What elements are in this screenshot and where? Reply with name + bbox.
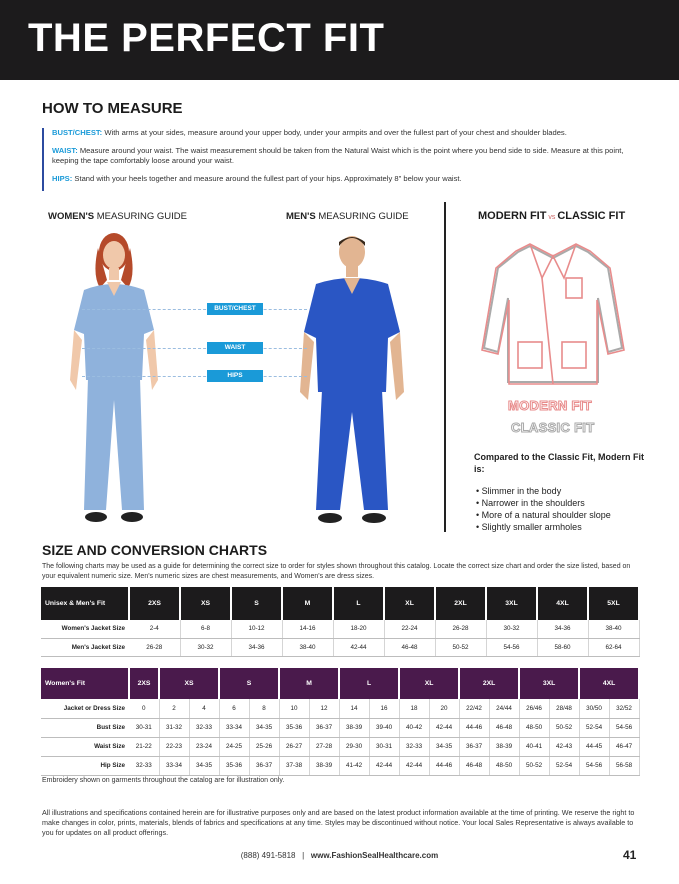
table-cell: 34-35 [429, 737, 459, 756]
table-cell: 62-64 [588, 638, 639, 656]
table-header-row [41, 668, 639, 699]
vertical-divider [444, 202, 446, 532]
table-cell: 30/50 [579, 699, 609, 718]
table-cell: 54-56 [579, 756, 609, 775]
table-cell: 50-52 [435, 638, 486, 656]
size-header: 2XS [129, 587, 180, 620]
table-row [41, 638, 639, 656]
table-cell: 34-35 [249, 718, 279, 737]
waist-instruction [52, 146, 642, 167]
page-number: 41 [623, 848, 637, 862]
hips-term: HIPS: [52, 173, 73, 183]
table-cell: 2-4 [129, 620, 180, 638]
table-cell: 27-28 [309, 737, 339, 756]
size-header: 3XL [519, 668, 579, 699]
unisex-corner-label: Unisex & Men's Fit [41, 587, 129, 620]
table-cell: 23-24 [189, 737, 219, 756]
table-cell: 10-12 [231, 620, 282, 638]
table-cell: 6 [219, 699, 249, 718]
table-cell: 28/48 [549, 699, 579, 718]
size-header: 4XL [537, 587, 588, 620]
row-label: Bust Size [41, 718, 129, 737]
table-row [41, 737, 639, 756]
row-label: Hip Size [41, 756, 129, 775]
table-cell: 46-47 [609, 737, 639, 756]
table-cell: 42-44 [429, 718, 459, 737]
size-header: S [231, 587, 282, 620]
size-header: 2XS [129, 668, 159, 699]
table-cell: 30-32 [486, 620, 537, 638]
table-cell: 46-48 [459, 756, 489, 775]
table-cell: 50-52 [549, 718, 579, 737]
disclaimer-text: All illustrations and specifications contained herein are for illustrative purposes only and are based on the latest product information available at the time of printing. We reserve the right to make changes in color, prints, materials, blends of fabrics and specifications at any time. Styles may be discontinued without notice. Your local Sales Representative is always available to you for updates on all product offerings. [42, 808, 635, 837]
table-cell: 6-8 [180, 620, 231, 638]
table-cell: 32-33 [129, 756, 159, 775]
table-cell: 38-39 [489, 737, 519, 756]
table-cell: 2 [159, 699, 189, 718]
table-cell: 38-40 [588, 620, 639, 638]
size-header: XL [384, 587, 435, 620]
waist-text: Measure around your waist. The waist measurement should be taken from the Natural Waist which is the point where you bend side to side. Measure at this point, keeping the tape comfortably loose around your waist. [52, 145, 624, 165]
table-cell: 30-31 [369, 737, 399, 756]
table-row [41, 718, 639, 737]
table-cell: 26-27 [279, 737, 309, 756]
table-cell: 33-34 [159, 756, 189, 775]
table-cell: 46-48 [489, 718, 519, 737]
hips-instruction [52, 174, 642, 185]
lab-coat-outline-icon [478, 238, 628, 388]
table-cell: 30-32 [180, 638, 231, 656]
page-title: THE PERFECT FIT [28, 16, 385, 60]
table-cell: 36-37 [249, 756, 279, 775]
list-item: • Slimmer in the body [476, 485, 611, 497]
table-cell: 21-22 [129, 737, 159, 756]
classic-fit-word: CLASSIC FIT [511, 420, 595, 435]
size-header: XL [399, 668, 459, 699]
table-cell: 40-42 [399, 718, 429, 737]
table-cell: 32/52 [609, 699, 639, 718]
table-cell: 34-35 [189, 756, 219, 775]
woman-scrubs-figure [62, 230, 167, 530]
footer-contact [0, 851, 679, 860]
size-header: 4XL [579, 668, 639, 699]
table-cell: 22/42 [459, 699, 489, 718]
table-cell: 42-44 [333, 638, 384, 656]
size-header: L [333, 587, 384, 620]
table-row [41, 756, 639, 775]
table-cell: 48-50 [489, 756, 519, 775]
phone-number: (888) 491-5818 [240, 851, 296, 860]
fit-comparison-title: MODERN FIT vs CLASSIC FIT [478, 210, 626, 222]
table-cell: 14 [339, 699, 369, 718]
table-cell: 37-38 [279, 756, 309, 775]
table-cell: 14-16 [282, 620, 333, 638]
waist-guide-line [82, 348, 307, 349]
table-cell: 18-20 [333, 620, 384, 638]
table-cell: 18 [399, 699, 429, 718]
man-scrubs-figure [300, 232, 405, 532]
table-cell: 39-40 [369, 718, 399, 737]
table-row [41, 699, 639, 718]
size-header: M [279, 668, 339, 699]
table-cell: 42-43 [549, 737, 579, 756]
modern-fit-word: MODERN FIT [508, 398, 592, 413]
size-header: 5XL [588, 587, 639, 620]
table-cell: 52-54 [549, 756, 579, 775]
table-cell: 44-45 [579, 737, 609, 756]
size-header: XS [180, 587, 231, 620]
mens-guide-label: MEN'S MEASURING GUIDE [286, 211, 409, 222]
size-header: XS [159, 668, 219, 699]
footer-separator: | [302, 851, 305, 860]
table-cell: 34-36 [231, 638, 282, 656]
table-header-row [41, 587, 639, 620]
table-cell: 38-39 [339, 718, 369, 737]
measure-instructions [42, 128, 642, 191]
table-cell: 41-42 [339, 756, 369, 775]
size-header: S [219, 668, 279, 699]
table-cell: 8 [249, 699, 279, 718]
list-item: • More of a natural shoulder slope [476, 509, 611, 521]
table-cell: 30-31 [129, 718, 159, 737]
hips-tag: HIPS [207, 370, 263, 382]
table-cell: 31-32 [159, 718, 189, 737]
bust-instruction [52, 128, 642, 139]
table-cell: 33-34 [219, 718, 249, 737]
table-cell: 54-56 [609, 718, 639, 737]
table-cell: 38-40 [282, 638, 333, 656]
table-cell: 52-54 [579, 718, 609, 737]
compare-heading: Compared to the Classic Fit, Modern Fit is: [474, 452, 645, 474]
waist-tag: WAIST [207, 342, 263, 354]
table-cell: 12 [309, 699, 339, 718]
table-cell: 22-24 [384, 620, 435, 638]
table-cell: 46-48 [384, 638, 435, 656]
table-cell: 36-37 [309, 718, 339, 737]
modern-fit-points [476, 485, 611, 533]
bust-text: With arms at your sides, measure around your upper body, under your armpits and over the fullest part of your chest and shoulder blades. [104, 128, 567, 137]
row-label: Waist Size [41, 737, 129, 756]
table-cell: 10 [279, 699, 309, 718]
table-cell: 54-56 [486, 638, 537, 656]
table-cell: 40-41 [519, 737, 549, 756]
table-cell: 56-58 [609, 756, 639, 775]
table-cell: 4 [189, 699, 219, 718]
table-cell: 26/46 [519, 699, 549, 718]
table-cell: 16 [369, 699, 399, 718]
table-cell: 25-26 [249, 737, 279, 756]
size-charts-title: SIZE AND CONVERSION CHARTS [42, 542, 268, 558]
table-cell: 50-52 [519, 756, 549, 775]
table-cell: 29-30 [339, 737, 369, 756]
size-charts-intro: The following charts may be used as a guide for determining the correct size to order for styles shown throughout this catalog. Locate the correct size chart and order the size listed, based on your equivalent numeric size. Men's numeric sizes are chest measurements, and Women's are dress sizes. [42, 563, 631, 580]
table-cell: 42-44 [369, 756, 399, 775]
row-label: Men's Jacket Size [41, 638, 129, 656]
size-header: M [282, 587, 333, 620]
table-cell: 36-37 [459, 737, 489, 756]
website-link[interactable]: www.FashionSealHealthcare.com [310, 851, 439, 860]
womens-corner-label: Women's Fit [41, 668, 129, 699]
table-cell: 35-36 [279, 718, 309, 737]
table-cell: 20 [429, 699, 459, 718]
size-header: 2XL [435, 587, 486, 620]
hips-guide-line [82, 376, 307, 377]
list-item: • Narrower in the shoulders [476, 497, 611, 509]
header-banner [0, 0, 679, 80]
list-item: • Slightly smaller armholes [476, 521, 611, 533]
table-cell: 26-28 [435, 620, 486, 638]
row-label: Jacket or Dress Size [41, 699, 129, 718]
womens-guide-label: WOMEN'S MEASURING GUIDE [48, 211, 187, 222]
table-cell: 42-44 [399, 756, 429, 775]
row-label: Women's Jacket Size [41, 620, 129, 638]
table-cell: 35-36 [219, 756, 249, 775]
table-cell: 24-25 [219, 737, 249, 756]
womens-size-table [41, 668, 640, 776]
table-cell: 58-60 [537, 638, 588, 656]
table-cell: 24/44 [489, 699, 519, 718]
table-cell: 48-50 [519, 718, 549, 737]
size-header: 2XL [459, 668, 519, 699]
how-to-measure-title: HOW TO MEASURE [42, 100, 183, 117]
table-cell: 32-33 [189, 718, 219, 737]
unisex-size-table [41, 587, 640, 657]
waist-term: WAIST: [52, 145, 78, 155]
table-cell: 32-33 [399, 737, 429, 756]
bust-guide-line [82, 309, 307, 310]
bust-tag: BUST/CHEST [207, 303, 263, 315]
hips-text: Stand with your heels together and measure around the fullest part of your hips. Approximately 8" below your waist. [74, 173, 462, 183]
embroidery-note: Embroidery shown on garments throughout the catalog are for illustration only. [42, 777, 285, 784]
table-cell: 34-36 [537, 620, 588, 638]
size-header: L [339, 668, 399, 699]
table-cell: 0 [129, 699, 159, 718]
table-cell: 26-28 [129, 638, 180, 656]
table-cell: 22-23 [159, 737, 189, 756]
size-header: 3XL [486, 587, 537, 620]
table-cell: 38-39 [309, 756, 339, 775]
table-row [41, 620, 639, 638]
bust-term: BUST/CHEST: [52, 128, 103, 137]
table-cell: 44-46 [459, 718, 489, 737]
table-cell: 44-46 [429, 756, 459, 775]
